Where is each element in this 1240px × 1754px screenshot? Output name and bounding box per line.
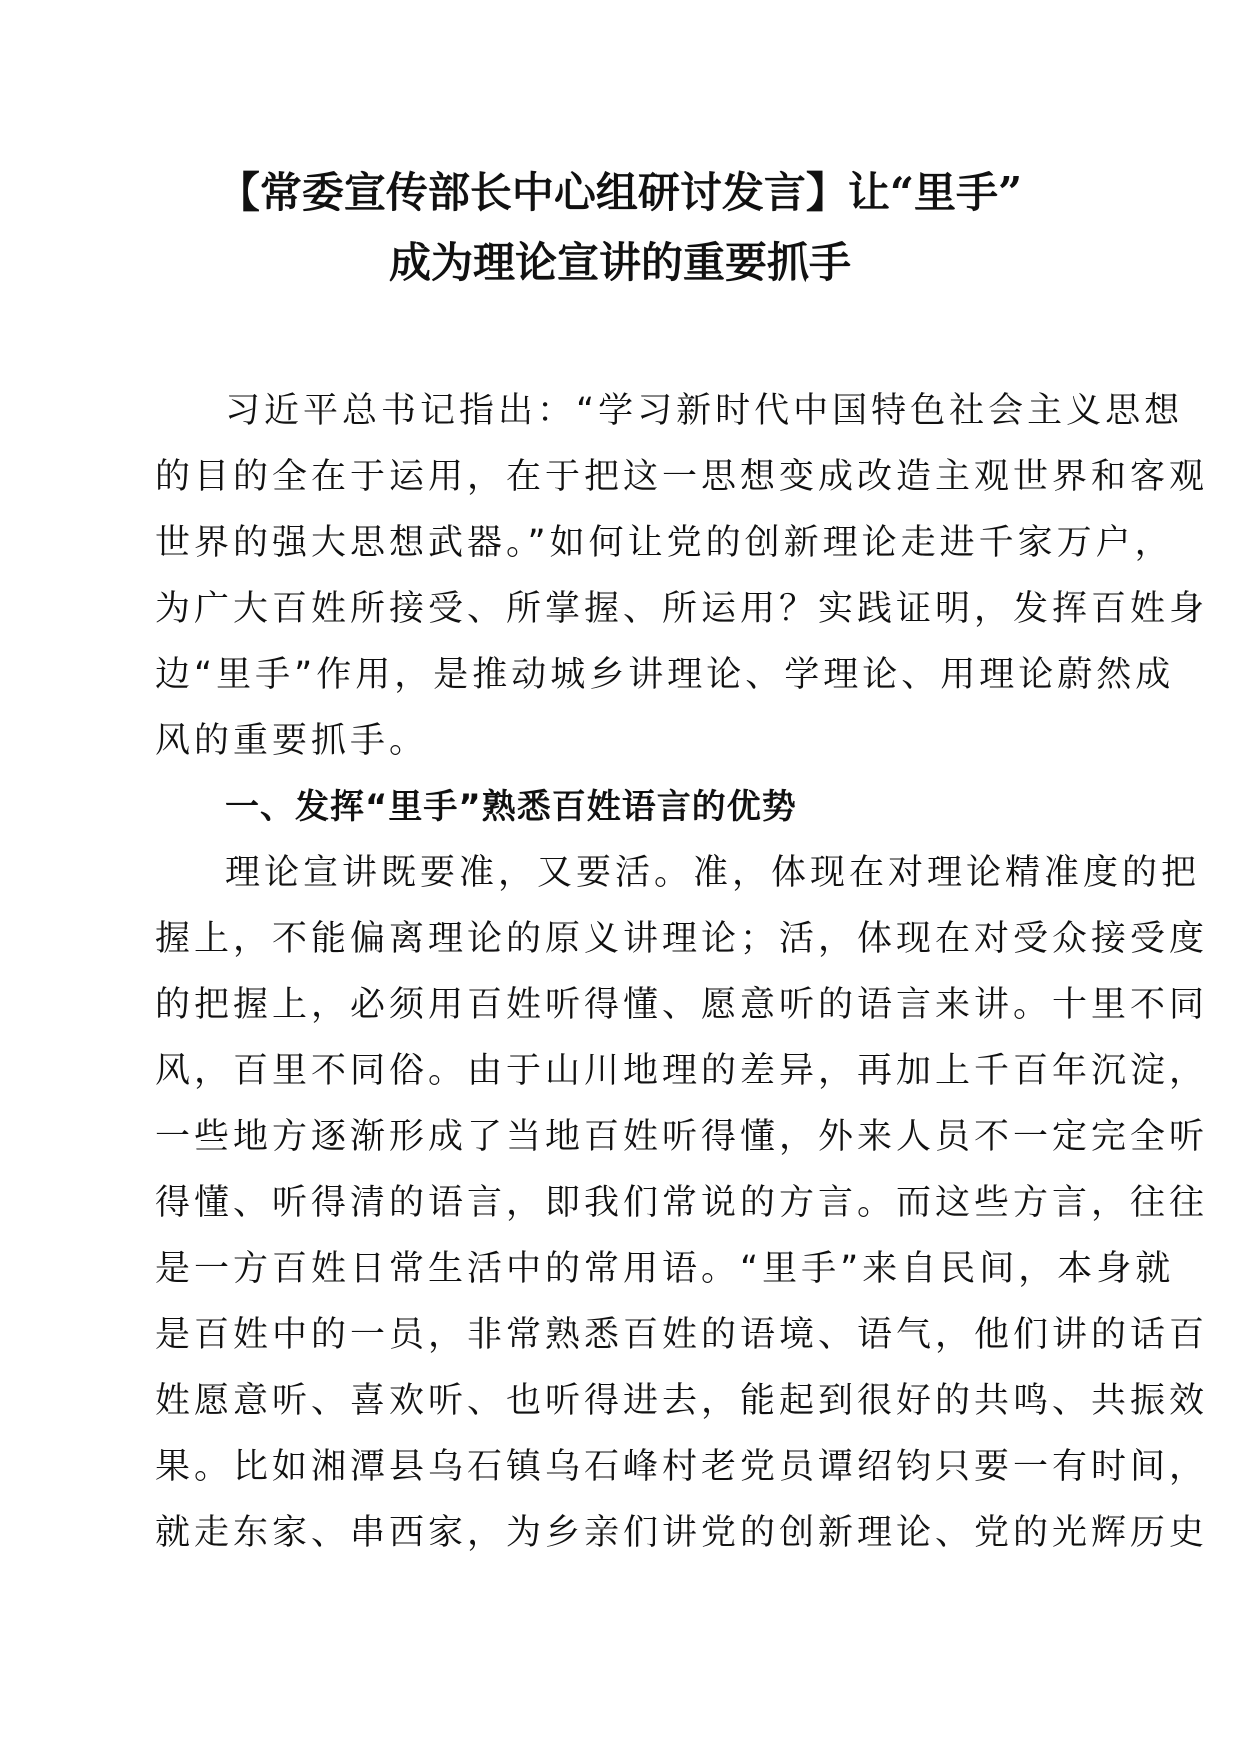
paragraph-line: 就走东家、串西家，为乡亲们讲党的创新理论、党的光辉历史 [155, 1513, 1209, 1553]
paragraph-line: 是百姓中的一员，非常熟悉百姓的语境、语气，他们讲的话百 [155, 1315, 1209, 1355]
paragraph-line: 风的重要抓手。 [155, 721, 429, 761]
paragraph-line: 握上，不能偏离理论的原义讲理论；活，体现在对受众接受度 [155, 919, 1209, 959]
document-body [155, 378, 1209, 1566]
paragraph-line: 姓愿意听、喜欢听、也听得进去，能起到很好的共鸣、共振效 [155, 1381, 1209, 1421]
document-title [130, 158, 1110, 298]
title-line-2: 成为理论宣讲的重要抓手 [388, 238, 851, 287]
paragraph-line: 果。比如湘潭县乌石镇乌石峰村老党员谭绍钧只要一有时间， [155, 1447, 1209, 1487]
paragraph-line: 习近平总书记指出：“学习新时代中国特色社会主义思想 [225, 391, 1184, 431]
paragraph-line: 一些地方逐渐形成了当地百姓听得懂，外来人员不一定完全听 [155, 1117, 1209, 1157]
paragraph-line: 世界的强大思想武器。”如何让党的创新理论走进千家万户， [155, 523, 1174, 563]
paragraph-line: 是一方百姓日常生活中的常用语。“里手”来自民间，本身就 [155, 1249, 1175, 1289]
paragraph-line: 风，百里不同俗。由于山川地理的差异，再加上千百年沉淀， [155, 1051, 1209, 1091]
paragraph-line: 边“里手”作用，是推动城乡讲理论、学理论、用理论蔚然成 [155, 655, 1175, 695]
paragraph-intro [155, 378, 1209, 774]
paragraph-section-1 [155, 840, 1209, 1566]
paragraph-line: 的目的全在于运用，在于把这一思想变成改造主观世界和客观 [155, 457, 1209, 497]
section-heading-1: 一、发挥“里手”熟悉百姓语言的优势 [225, 787, 797, 827]
paragraph-line: 的把握上，必须用百姓听得懂、愿意听的语言来讲。十里不同 [155, 985, 1209, 1025]
title-line-1: 【常委宣传部长中心组研讨发言】让“里手” [217, 168, 1023, 217]
paragraph-line: 得懂、听得清的语言，即我们常说的方言。而这些方言，往往 [155, 1183, 1209, 1223]
paragraph-line: 为广大百姓所接受、所掌握、所运用？实践证明，发挥百姓身 [155, 589, 1209, 629]
paragraph-line: 理论宣讲既要准，又要活。准，体现在对理论精准度的把 [225, 853, 1201, 893]
